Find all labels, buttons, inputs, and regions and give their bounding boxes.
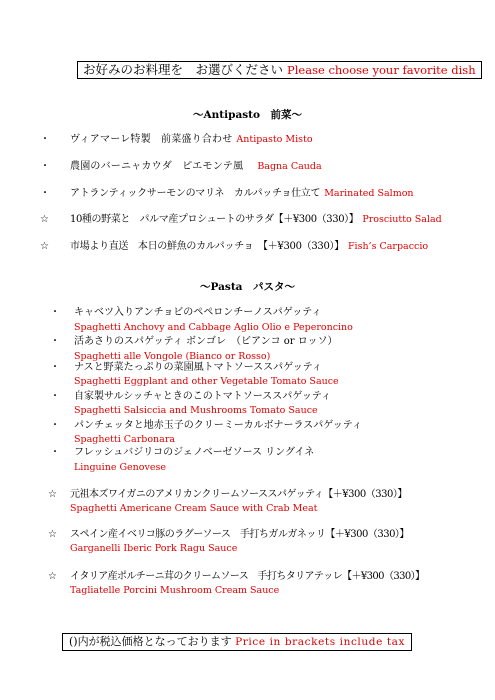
bullet-mark: ・	[50, 391, 60, 402]
dish-en: Prosciutto Salad	[362, 214, 442, 225]
bullet-mark: ・	[50, 336, 60, 347]
pasta-item-jp	[50, 419, 362, 433]
dish-jp: フレッシュバジリコのジェノベーゼソース リングイネ	[74, 447, 315, 458]
dish-jp: 自家製サルシッチャときのこのトマトソーススパゲッティ	[74, 391, 332, 402]
antipasto-item	[40, 133, 313, 147]
pasta-item-en: Linguine Genovese	[74, 462, 166, 473]
dish-en: Marinated Salmon	[324, 188, 414, 199]
dish-jp: イタリア産ポルチーニ茸のクリームソース 手打ちタリアテッレ【＋¥300（330）】	[70, 571, 425, 582]
dish-en: Bagna Cauda	[257, 161, 322, 172]
bullet-mark: ・	[40, 188, 50, 199]
dish-jp: アトランティックサーモンのマリネ カルパッチョ仕立て	[70, 188, 321, 199]
antipasto-item	[40, 160, 322, 174]
dish-en: Antipasto Misto	[236, 134, 313, 145]
dish-jp: 10種の野菜と パルマ産プロシュートのサラダ【＋¥300（330）】	[70, 214, 359, 225]
footer-box	[62, 633, 412, 651]
star-mark: ☆	[40, 241, 49, 252]
dish-jp: スペイン産イベリコ豚のラグーソース 手打ちガルガネッリ【＋¥300（330）】	[70, 529, 409, 540]
header-en: Please choose your favorite dish	[287, 63, 476, 77]
bullet-mark: ・	[50, 420, 60, 431]
star-mark: ☆	[48, 529, 57, 540]
pasta-item-en: Spaghetti Carbonara	[74, 434, 176, 445]
bullet-mark: ・	[50, 307, 60, 318]
pasta-item-en: Spaghetti Salsiccia and Mushrooms Tomato Sauce	[74, 405, 318, 416]
dish-jp: ヴィアマーレ特製 前菜盛り合わせ	[70, 134, 233, 145]
pasta-item-jp	[48, 528, 409, 542]
dish-jp: 元祖本ズワイガニのアメリカンクリームソーススパゲッティ【＋¥300（330）】	[70, 489, 407, 500]
dish-jp: 市場より直送 本日の鮮魚のカルパッチョ 【＋¥300（330）】	[70, 241, 344, 252]
star-mark: ☆	[48, 489, 57, 500]
pasta-item-jp	[48, 570, 424, 584]
footer-jp: ()内が税込価格となっております	[69, 635, 232, 648]
star-mark: ☆	[40, 214, 49, 225]
pasta-item-jp	[48, 488, 407, 502]
antipasto-title: ～Antipasto 前菜～	[192, 109, 303, 121]
pasta-item-en: Garganelli Iberic Pork Ragu Sauce	[70, 543, 238, 554]
pasta-item-jp	[50, 390, 331, 404]
pasta-item-jp	[50, 335, 338, 349]
bullet-mark: ・	[40, 161, 50, 172]
bullet-mark: ・	[40, 134, 50, 145]
pasta-item-en: Spaghetti alle Vongole (Bianco or Rosso)	[74, 351, 271, 362]
bullet-mark: ・	[50, 362, 60, 373]
pasta-item-jp	[50, 361, 322, 375]
dish-jp: 農園のバーニャカウダ ピエモンテ風	[70, 161, 244, 172]
pasta-item-en: Spaghetti Anchovy and Cabbage Aglio Olio e Peperoncino	[74, 322, 353, 333]
header-jp: お好みのお料理を お選びください	[83, 62, 284, 77]
bullet-mark: ・	[50, 447, 60, 458]
dish-jp: 活あさりのスパゲッティ ボンゴレ （ビアンコ or ロッソ）	[74, 336, 338, 347]
footer-en: Price in brackets include tax	[235, 636, 406, 648]
star-mark: ☆	[48, 571, 57, 582]
header-box	[77, 61, 482, 79]
pasta-item-en: Spaghetti Americane Cream Sauce with Crab Meat	[70, 503, 318, 514]
pasta-item-en: Tagliatelle Porcini Mushroom Cream Sauce	[70, 585, 280, 596]
pasta-item-jp	[50, 306, 322, 320]
antipasto-item	[40, 187, 414, 201]
pasta-item-jp	[50, 446, 314, 460]
pasta-item-en: Spaghetti Eggplant and other Vegetable Tomato Sauce	[74, 376, 339, 387]
dish-jp: パンチェッタと地赤玉子のクリーミーカルボナーラスパゲッティ	[74, 420, 362, 431]
dish-jp: ナスと野菜たっぷりの菜園風トマトソーススパゲッティ	[74, 362, 322, 373]
antipasto-item	[40, 240, 428, 254]
dish-jp: キャベツ入りアンチョビのペペロンチーノスパゲッティ	[74, 307, 322, 318]
antipasto-item	[40, 213, 442, 227]
dish-en: Fish’s Carpaccio	[347, 241, 429, 252]
pasta-title: ～Pasta パスタ～	[200, 281, 295, 293]
